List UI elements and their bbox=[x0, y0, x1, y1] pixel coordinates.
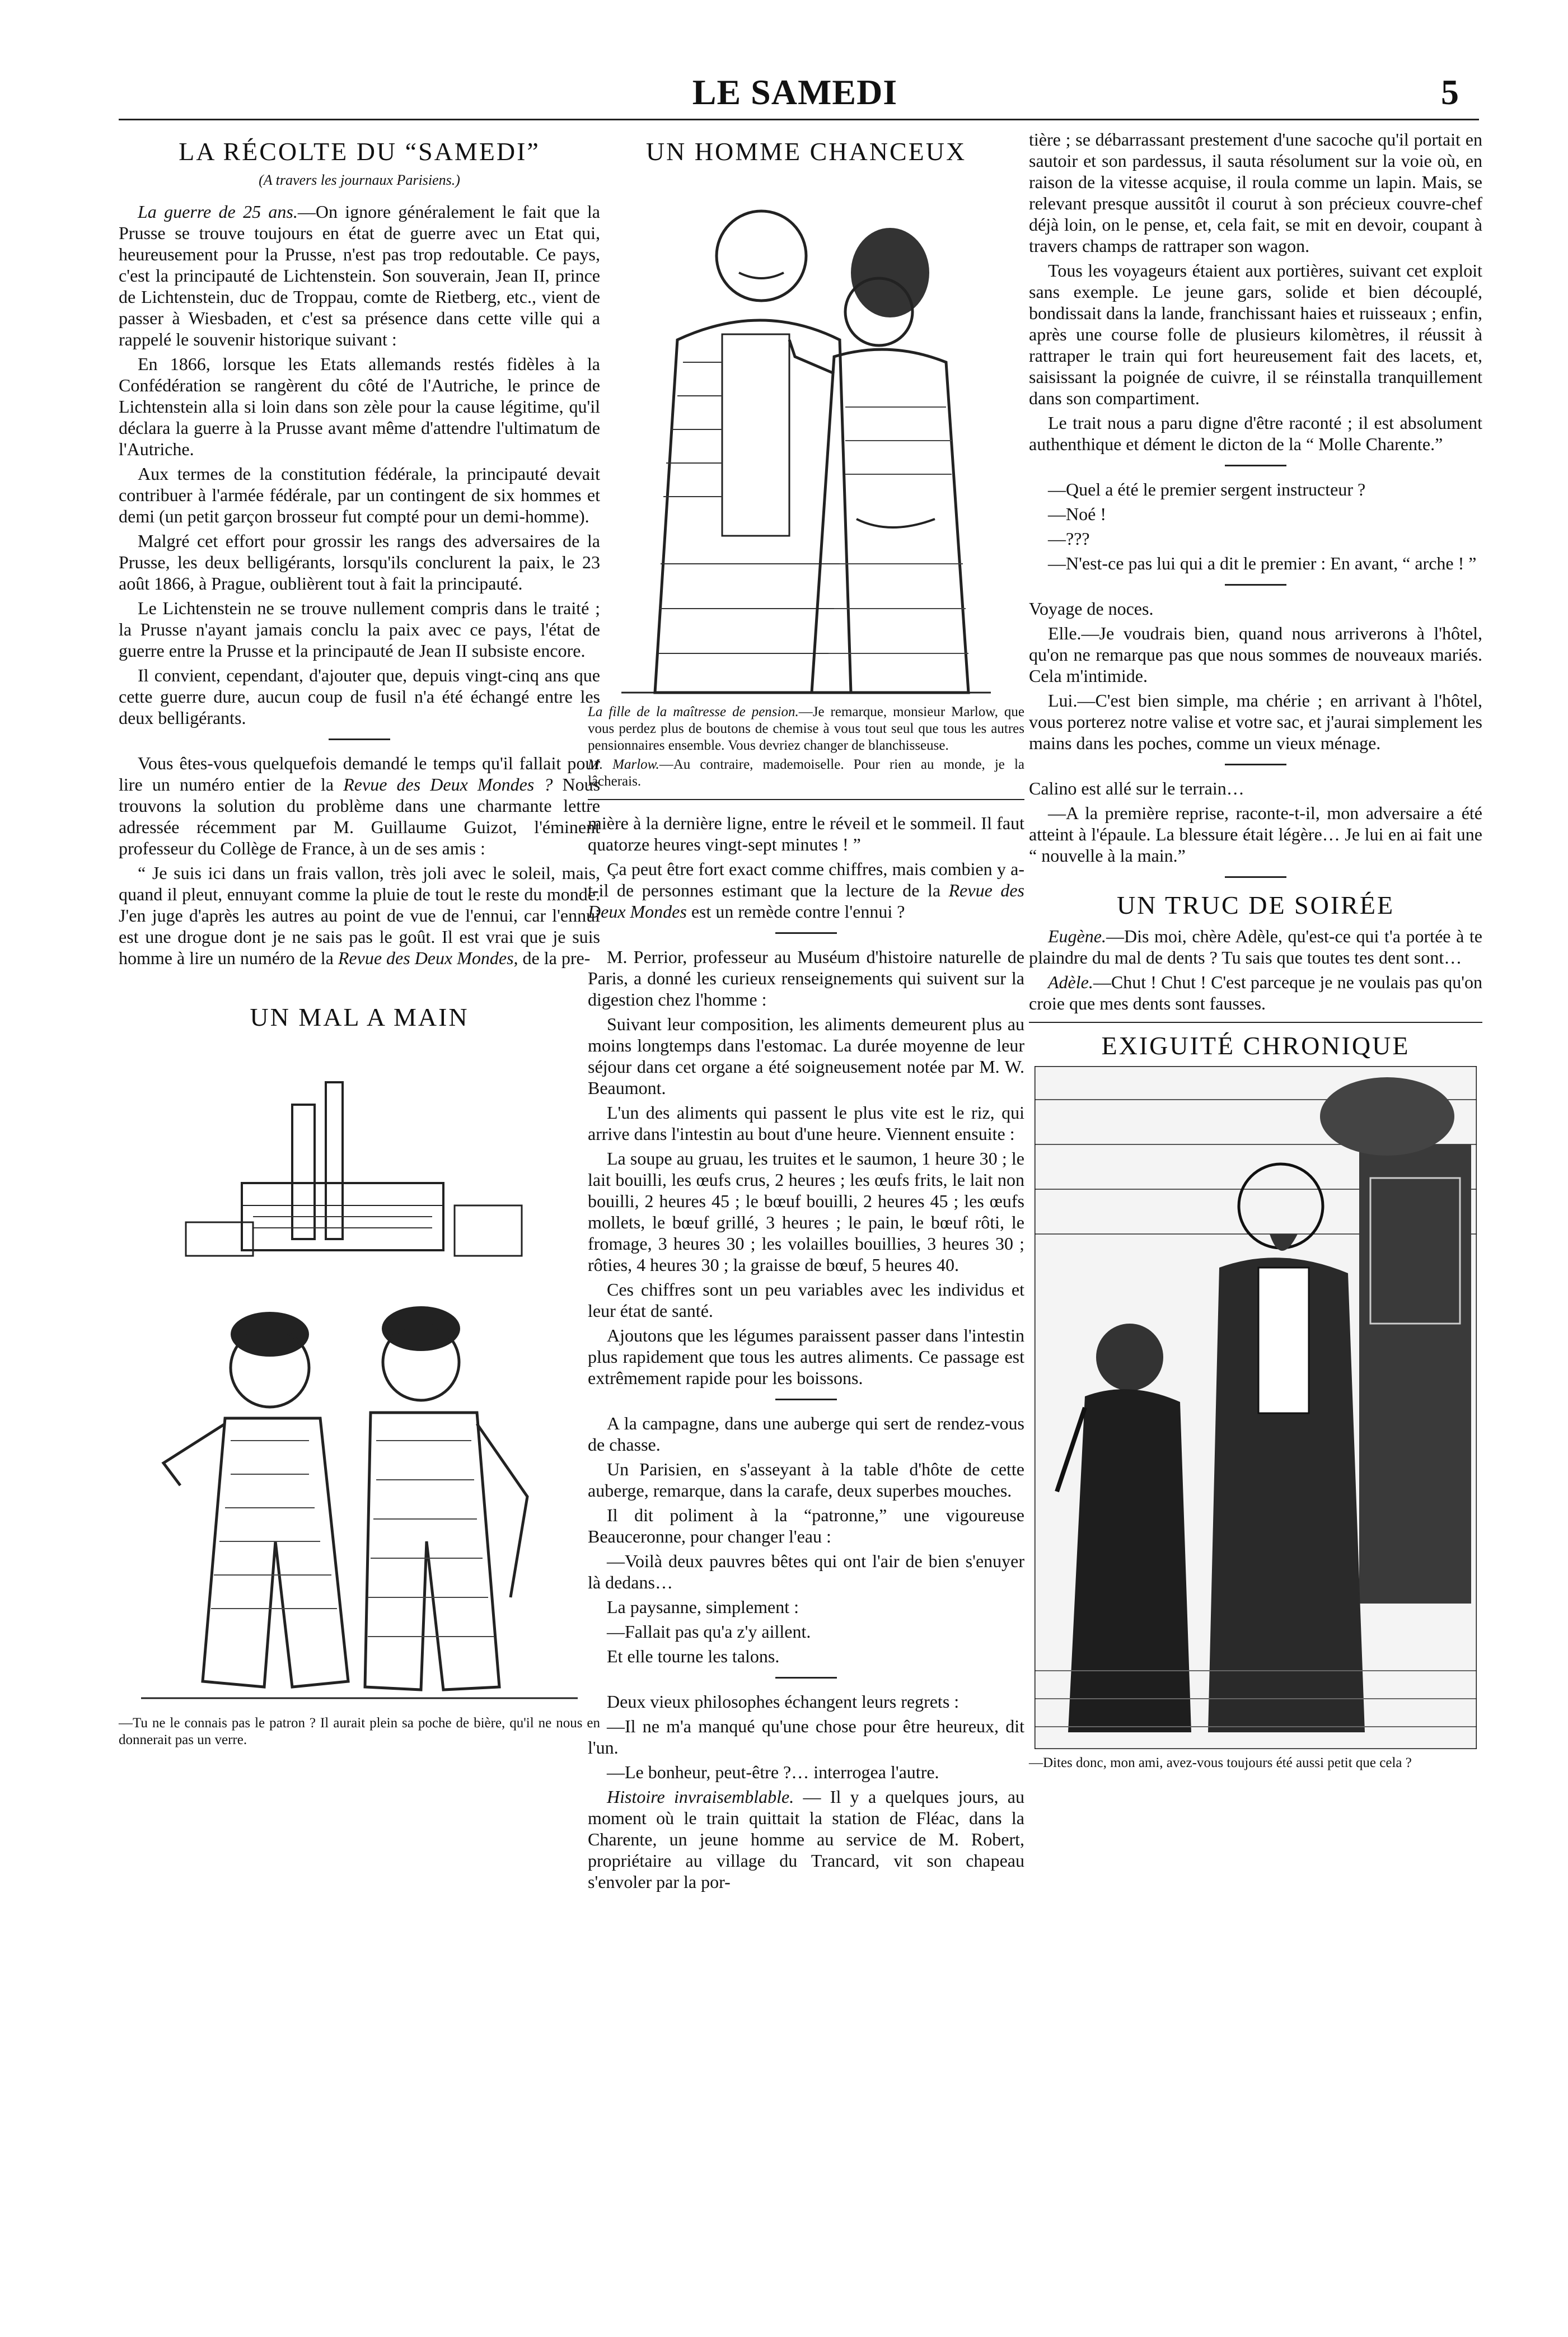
paragraph-text: —Chut ! Chut ! C'est parceque je ne voulais pas qu'on croie que mes dents sont fausses. bbox=[1029, 972, 1482, 1013]
paragraph: En 1866, lorsque les Etats allemands restés fidèles à la Confédération se rangèrent du côté de l'Autriche, le prince de Lichtenstein alla si loin dans son zèle pour la cause légitime, qu'il déclara la guerre à la Prusse avant même d'attendre l'ultimatum de l'Autriche. bbox=[119, 354, 600, 459]
paragraph-text: Ça peut être fort exact comme chiffres, mais combien y a-t-il de personnes estimant que la lecture de la bbox=[588, 859, 1024, 900]
paragraph-text: —On ignore généralement le fait que la Prusse se trouve toujours en état de guerre avec un Etat qui, heureusement pour la Prusse, n'est pas trop redoutable. Ce pays, c'est la principauté de Lichtenstein. Son souverain, Jean II, prince de Lichtenstein, duc de Troppau, comte de Rietberg, etc., vient de passer à Wiesbaden, et c'est sa présence dans cette ville qui a rappelé le souvenir historique suivant : bbox=[119, 202, 601, 349]
illustration-caption: —Dites donc, mon ami, avez-vous toujours été aussi petit que cela ? bbox=[1029, 1755, 1412, 1770]
paragraph: Il convient, cependant, d'ajouter que, depuis vingt-cinq ans que cette guerre dure, aucun coup de fusil n'a été échangé entre les deux belligérants. bbox=[119, 665, 600, 728]
paragraph bbox=[119, 201, 600, 350]
caption-text: —Je remarque, monsieur Marlow, que vous perdez plus de boutons de chemise à vous tout seul que tous les autres pensionnaires ensemble. Vous devriez changer de blanchisseuse. bbox=[588, 704, 1025, 753]
paragraph: Et elle tourne les talons. bbox=[607, 1646, 780, 1666]
article-subtitle: (A travers les journaux Parisiens.) bbox=[259, 172, 460, 188]
article-title-exiguite: EXIGUITÉ CHRONIQUE bbox=[1101, 1031, 1410, 1060]
paragraph: M. Perrior, professeur au Muséum d'histoire naturelle de Paris, a donné les curieux renseignements qui suivent sur la digestion chez l'homme : bbox=[588, 947, 1024, 1009]
illustration-caption bbox=[588, 704, 1024, 790]
paragraph-text: — Il y a quelques jours, au moment où le train quittait la station de Fléac, dans la Charente, un jeune homme au service de M. Robert, propriétaire au village du Trancard, vit son chapeau s'envoler par la por- bbox=[588, 1787, 1025, 1892]
column-3 bbox=[1029, 129, 1482, 1779]
paragraph: —Il ne m'a manqué qu'une chose pour être heureux, dit l'un. bbox=[588, 1716, 1024, 1758]
header-rule bbox=[119, 119, 1479, 120]
separator-rule bbox=[329, 739, 390, 740]
italic-title: Revue des Deux Mondes bbox=[588, 880, 1024, 922]
section-rule bbox=[588, 799, 1024, 800]
paragraph: Le trait nous a paru digne d'être raconté ; il est absolument authenthique et dément le dicton de la “ Molle Charente.” bbox=[1029, 413, 1482, 454]
caption-speaker: M. Marlow. bbox=[588, 757, 659, 772]
paragraph: Tous les voyageurs étaient aux portières, suivant cet exploit sans exemple. Le jeune gars, solide et bien découplé, bondissait dans la lande, franchissant haies et ruisseaux ; enfin, après une course folle de plusieurs kilomètres, il réussit à rattraper le train qui fort heureusement fait des lacets, et, saisissant la poignée de cuivre, il se réinstalla tranquillement dans son compartiment. bbox=[1029, 260, 1482, 408]
paragraph: A la campagne, dans une auberge qui sert de rendez-vous de chasse. bbox=[588, 1413, 1024, 1455]
article-title-mal-a-main: UN MAL A MAIN bbox=[250, 1003, 469, 1031]
column-1 bbox=[119, 129, 600, 1756]
separator-rule bbox=[775, 932, 837, 934]
paragraph: Lui.—C'est bien simple, ma chérie ; en arrivant à l'hôtel, vous porterez notre valise et votre sac, et j'aurai simplement les mains dans les poches, comme un vieux ménage. bbox=[1029, 690, 1482, 753]
paragraph bbox=[119, 862, 600, 969]
caption-text: —Au contraire, mademoiselle. Pour rien au monde, je la lâcherais. bbox=[588, 757, 1025, 789]
paragraph: —Noé ! bbox=[1048, 504, 1106, 524]
paragraph: Suivant leur composition, les aliments demeurent plus au moins longtemps dans l'estomac. La durée moyenne de leur séjour dans cet organe a été soigneusement notée par M. W. Beaumont. bbox=[588, 1014, 1024, 1098]
paragraph bbox=[119, 752, 600, 859]
separator-rule bbox=[1225, 465, 1286, 466]
separator-rule bbox=[1225, 876, 1286, 878]
masthead: LE SAMEDI bbox=[692, 72, 898, 112]
paragraph-text: de la pre- bbox=[518, 948, 591, 968]
paragraph-text: Vous êtes-vous quelquefois demandé le temps qu'il fallait pour lire un numéro entier de la bbox=[119, 753, 600, 794]
paragraph: Voyage de noces. bbox=[1029, 599, 1154, 619]
italic-title: Revue des Deux Mondes ? bbox=[343, 774, 553, 794]
illustration-two-workers bbox=[141, 1037, 578, 1709]
paragraph: Elle.—Je voudrais bien, quand nous arriverons à l'hôtel, qu'on ne remarque pas que nous sommes de nouveaux mariés. Cela m'intimide. bbox=[1029, 623, 1482, 686]
separator-rule bbox=[1225, 764, 1286, 765]
article-title-chanceux: UN HOMME CHANCEUX bbox=[645, 137, 967, 166]
paragraph-text: —Dis moi, chère Adèle, qu'est-ce qui t'a portée à te plaindre du mal de dents ? Tu sais que toutes tes dent sont… bbox=[1029, 926, 1482, 967]
paragraph: Le Lichtenstein ne se trouve nullement compris dans le traité ; la Prusse n'ayant jamais conclu la paix avec ce pays, l'état de guerre entre la Prusse et la principauté de Jean II subsiste encore. bbox=[119, 598, 600, 661]
paragraph-text: Nous trouvons la solution du problème dans une charmante lettre adressée récemment par M. Guillaume Guizot, l'éminent professeur du Collège de France, à un de ses amis : bbox=[119, 774, 601, 858]
paragraph bbox=[1029, 926, 1482, 968]
separator-rule bbox=[1225, 584, 1286, 586]
separator-rule bbox=[775, 1677, 837, 1679]
paragraph bbox=[588, 1786, 1024, 1892]
paragraph: Il dit poliment à la “patronne,” une vigoureuse Beauceronne, pour changer l'eau : bbox=[588, 1505, 1024, 1546]
caption-line bbox=[588, 704, 1024, 754]
paragraph: —??? bbox=[1048, 529, 1090, 549]
paragraph bbox=[588, 858, 1024, 922]
italic-title: Revue des Deux Mondes, bbox=[338, 948, 518, 968]
illustration-caption: —Tu ne le connais pas le patron ? Il aurait plein sa poche de bière, qu'il ne nous en donnerait pas un verre. bbox=[119, 1716, 600, 1747]
paragraph: —Fallait pas qu'a z'y aillent. bbox=[607, 1621, 811, 1642]
paragraph: tière ; se débarrassant prestement d'une sacoche qu'il portait en sautoir et son pardessus, il sauta résolument sur la voie où, en raison de la vitesse acquise, il roula comme un lapin. Mais, se relevant presque aussitôt il courut à son précieux couvre-chef déjà loin, on le pense, et, cela fait, se mit en devoir, coupant à travers champs de rattraper son wagon. bbox=[1029, 129, 1482, 256]
paragraph-text: “ Je suis ici dans un frais vallon, très joli avec le soleil, mais, quand il pleut, ennuyant comme la pluie de tout le reste du monde. J'en juge d'après les autres au point de vue de l'ennui, car l'ennui est une drogue dont je ne sais pas le goût. Il est vrai que je suis homme à lire un numéro de la bbox=[119, 863, 600, 968]
paragraph-text: est un remède contre l'ennui ? bbox=[686, 901, 905, 922]
caption-line bbox=[588, 756, 1024, 790]
article-title-recolte: LA RÉCOLTE DU “SAMEDI” bbox=[179, 137, 540, 166]
paragraph: La soupe au gruau, les truites et le saumon, 1 heure 30 ; le lait bouilli, les œufs crus, 2 heures ; les œufs frits, le lait non bouilli, 2 heures 45 ; le bœuf bouilli, 2 heures 45 ; les œufs mollets, le bœuf grillé, 3 heures ; le pain, le bœuf rôti, le fromage, 3 heures 30 ; les volailles bouillies, 3 heures 30 ; rôties, 4 heures 30 ; la graisse de bœuf, 5 heures 40. bbox=[588, 1148, 1024, 1275]
paragraph: Malgré cet effort pour grossir les rangs des adversaires de la Prusse, les deux belligérants, lorsqu'ils conclurent la paix, le 23 août 1866, à Prague, oublièrent tout à fait la principauté. bbox=[119, 531, 600, 593]
paragraph: —Quel a été le premier sergent instructeur ? bbox=[1048, 479, 1366, 499]
paragraph: Deux vieux philosophes échangent leurs regrets : bbox=[607, 1691, 959, 1712]
article-title-truc: UN TRUC DE SOIRÉE bbox=[1116, 891, 1395, 919]
illustration-couple bbox=[610, 172, 1002, 698]
speaker-italic: Eugène. bbox=[1048, 926, 1106, 946]
paragraph: —A la première reprise, raconte-t-il, mon adversaire a été atteint à l'épaule. La blessure était légère… Je lui en ai fait une “ nouvelle à la main.” bbox=[1029, 803, 1482, 866]
column-2 bbox=[588, 129, 1024, 1896]
paragraph: Ces chiffres sont un peu variables avec les individus et leur état de santé. bbox=[588, 1279, 1024, 1321]
lead-italic: Histoire invraisemblable. bbox=[607, 1787, 794, 1807]
paragraph: La paysanne, simplement : bbox=[607, 1597, 799, 1617]
lead-italic: La guerre de 25 ans. bbox=[138, 202, 298, 222]
illustration-two-men-interior bbox=[1035, 1066, 1477, 1749]
paragraph: —Voilà deux pauvres bêtes qui ont l'air de bien s'enuyer là dedans… bbox=[588, 1551, 1024, 1592]
paragraph: —Le bonheur, peut-être ?… interrogea l'autre. bbox=[607, 1762, 939, 1782]
paragraph: Aux termes de la constitution fédérale, la principauté devait contribuer à l'armée fédérale, par un contingent de six hommes et demi (un petit garçon brosseur fut compté pour un demi-homme). bbox=[119, 464, 600, 526]
speaker-italic: Adèle. bbox=[1048, 972, 1093, 992]
page-number: 5 bbox=[1441, 72, 1459, 112]
paragraph: Calino est allé sur le terrain… bbox=[1029, 778, 1244, 798]
section-rule bbox=[1029, 1022, 1482, 1023]
paragraph: L'un des aliments qui passent le plus vite est le riz, qui arrive dans l'intestin au bout d'une heure. Viennent ensuite : bbox=[588, 1102, 1024, 1144]
paragraph: Ajoutons que les légumes paraissent passer dans l'intestin plus rapidement que tous les autres aliments. Ce passage est extrêmement rapide pour les boissons. bbox=[588, 1325, 1024, 1388]
paragraph: Un Parisien, en s'asseyant à la table d'hôte de cette auberge, remarque, dans la carafe, deux superbes mouches. bbox=[588, 1459, 1024, 1501]
caption-speaker: La fille de la maîtresse de pension. bbox=[588, 704, 799, 719]
paragraph bbox=[1029, 971, 1482, 1014]
paragraph: mière à la dernière ligne, entre le réveil et le sommeil. Il faut quatorze heures vingt-sept minutes ! ” bbox=[588, 813, 1024, 854]
separator-rule bbox=[775, 1399, 837, 1400]
paragraph: —N'est-ce pas lui qui a dit le premier : En avant, “ arche ! ” bbox=[1048, 553, 1477, 573]
